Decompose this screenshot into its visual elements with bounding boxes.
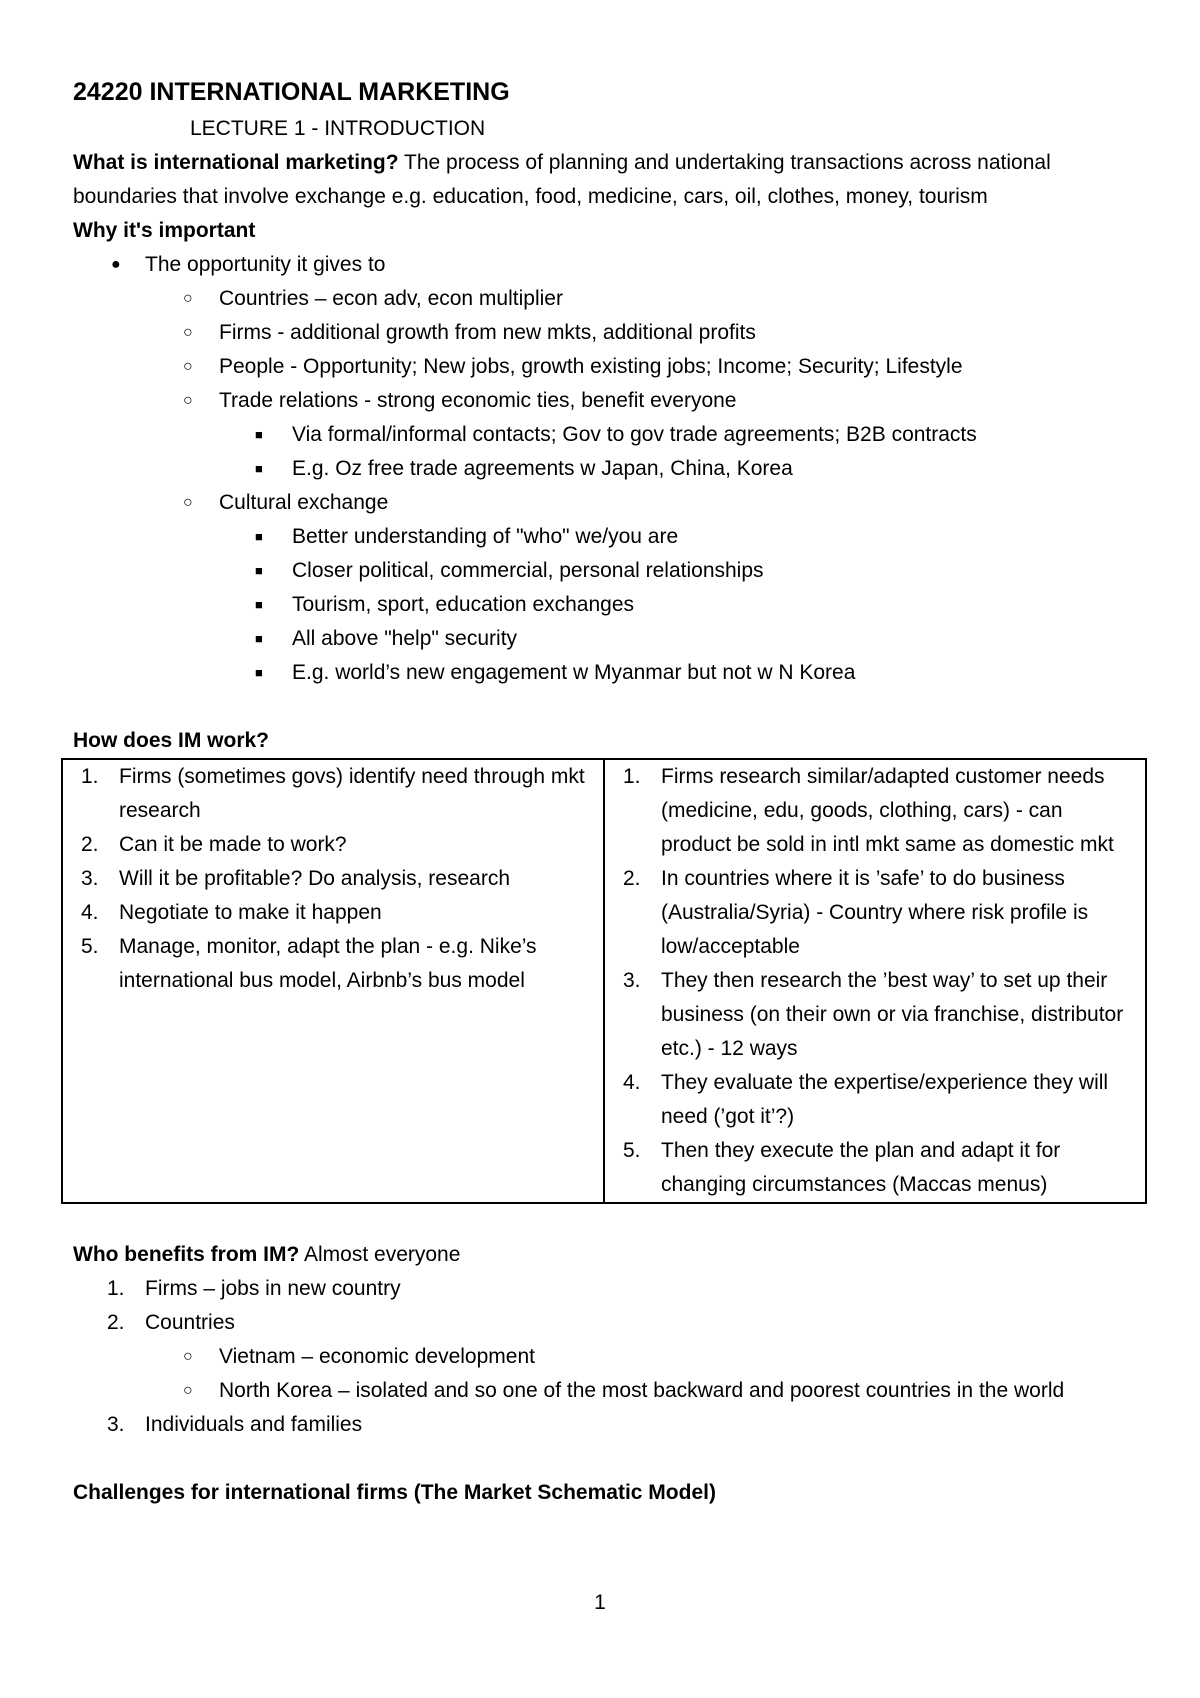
who-paragraph [73,1238,1143,1272]
bullet-circle-icon: ○ [183,392,193,409]
how-left-column [62,759,604,1203]
how-left-item [63,760,603,828]
who-item [73,1408,1143,1442]
bullet-circle-icon: ○ [183,290,193,307]
bullet-circle-icon: ○ [183,324,193,341]
how-right-item [605,760,1145,862]
how-right-item [605,1134,1145,1202]
who-item [73,1272,1143,1306]
page-number: 1 [594,1591,606,1614]
intro-answer: The process of planning and undertaking transactions across national boundaries that involve exchange e.g. education, food, medicine, cars, oil, clothes, money, tourism [73,151,1051,208]
spacer [73,690,1143,724]
cultural-sub-item [73,520,1143,554]
cultural-sub-text: Closer political, commercial, personal relationships [292,559,764,582]
who-countries-sub [73,1340,1143,1374]
item-text: They then research the ’best way’ to set up their business (on their own or via franchise, distributor etc.) - 12 ways [661,969,1124,1060]
sub-text: North Korea – isolated and so one of the most backward and poorest countries in the world [219,1379,1065,1402]
how-left-item [63,930,603,998]
how-left-item [63,828,603,862]
item-number: 4. [81,901,99,924]
trade-sub-text: E.g. Oz free trade agreements w Japan, China, Korea [292,457,793,480]
why-bullet [73,248,1143,282]
item-number: 4. [623,1071,641,1094]
item-text: Individuals and families [145,1413,363,1436]
bullet-square-icon: ■ [255,665,263,680]
why-bullet-text: The opportunity it gives to [145,253,386,276]
bullet-disc-icon: ● [111,256,121,273]
who-item [73,1306,1143,1340]
item-number: 2. [81,833,99,856]
bullet-square-icon: ■ [255,631,263,646]
item-number: 5. [623,1139,641,1162]
why-item-countries [73,282,1143,316]
item-number: 5. [81,935,99,958]
how-right-column [604,759,1146,1203]
how-right-item [605,1066,1145,1134]
item-number: 1. [623,765,641,788]
trade-sub-text: Via formal/informal contacts; Gov to gov trade agreements; B2B contracts [292,423,977,446]
how-right-item [605,862,1145,964]
item-text: Negotiate to make it happen [119,901,382,924]
bullet-square-icon: ■ [255,529,263,544]
cultural-sub-item [73,656,1143,690]
item-text: Countries [145,1311,235,1334]
item-number: 3. [623,969,641,992]
spacer [73,1204,1143,1238]
trade-sub-item [73,452,1143,486]
intro-question: What is international marketing? [73,151,399,174]
document-title: 24220 INTERNATIONAL MARKETING [73,78,510,106]
item-number: 1. [107,1277,125,1300]
cultural-sub-text: Tourism, sport, education exchanges [292,593,635,616]
item-text: In countries where it is ’safe’ to do business (Australia/Syria) - Country where risk profile is low/acceptable [661,867,1089,958]
bullet-circle-icon: ○ [183,1382,193,1399]
cultural-sub-text: All above "help" security [292,627,518,650]
how-left-item [63,896,603,930]
cultural-sub-item [73,622,1143,656]
item-number: 1. [81,765,99,788]
item-number: 3. [107,1413,125,1436]
lecture-subtitle: LECTURE 1 - INTRODUCTION [190,117,486,140]
item-text: They evaluate the expertise/experience they will need (’got it’?) [661,1071,1109,1128]
why-item-trade [73,384,1143,418]
why-item-text: Trade relations - strong economic ties, benefit everyone [219,389,737,412]
why-item-cultural [73,486,1143,520]
item-text: Firms research similar/adapted customer needs (medicine, edu, goods, clothing, cars) - can product be sold in intl mkt same as domestic mkt [661,765,1114,856]
bullet-circle-icon: ○ [183,494,193,511]
why-item-text: Cultural exchange [219,491,389,514]
who-question: Who benefits from IM? [73,1243,300,1266]
item-text: Manage, monitor, adapt the plan - e.g. Nike’s international bus model, Airbnb’s bus model [119,935,537,992]
sub-text: Vietnam – economic development [219,1345,535,1368]
challenges-heading: Challenges for international firms (The Market Schematic Model) [73,1481,716,1504]
bullet-square-icon: ■ [255,461,263,476]
how-right-item [605,964,1145,1066]
bullet-circle-icon: ○ [183,1348,193,1365]
item-number: 3. [81,867,99,890]
cultural-sub-item [73,588,1143,622]
how-heading: How does IM work? [73,729,270,752]
trade-sub-item [73,418,1143,452]
why-item-text: Firms - additional growth from new mkts, additional profits [219,321,756,344]
how-left-item [63,862,603,896]
why-item-firms [73,316,1143,350]
bullet-square-icon: ■ [255,597,263,612]
cultural-sub-item [73,554,1143,588]
why-heading: Why it's important [73,219,256,242]
why-item-people [73,350,1143,384]
intro-paragraph [73,146,1143,214]
item-text: Firms (sometimes govs) identify need through mkt research [119,765,585,822]
cultural-sub-text: Better understanding of "who" we/you are [292,525,679,548]
who-countries-sub [73,1374,1143,1408]
item-number: 2. [107,1311,125,1334]
item-number: 2. [623,867,641,890]
spacer [73,1442,1143,1476]
item-text: Will it be profitable? Do analysis, research [119,867,511,890]
document-page [73,72,1143,1510]
item-text: Can it be made to work? [119,833,347,856]
item-text: Then they execute the plan and adapt it for changing circumstances (Maccas menus) [661,1139,1061,1196]
bullet-circle-icon: ○ [183,358,193,375]
who-answer: Almost everyone [299,1243,461,1266]
item-text: Firms – jobs in new country [145,1277,401,1300]
how-table [61,758,1147,1204]
bullet-square-icon: ■ [255,427,263,442]
why-item-text: Countries – econ adv, econ multiplier [219,287,563,310]
bullet-square-icon: ■ [255,563,263,578]
why-item-text: People - Opportunity; New jobs, growth existing jobs; Income; Security; Lifestyle [219,355,963,378]
cultural-sub-text: E.g. world’s new engagement w Myanmar but not w N Korea [292,661,856,684]
